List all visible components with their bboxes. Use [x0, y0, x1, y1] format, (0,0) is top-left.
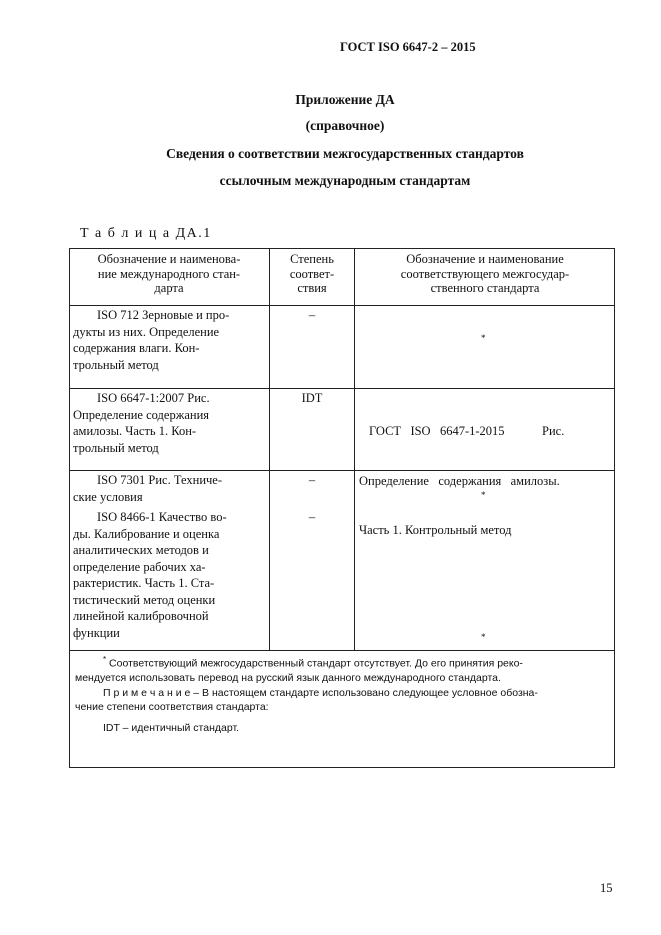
degree-value: IDT — [301, 391, 323, 405]
absent-standard-mark: * — [481, 333, 486, 343]
table-da1 — [69, 248, 615, 768]
table-row: ISO 7301 Рис. Техниче- ские условия — [73, 473, 222, 504]
note: П р и м е ч а н и е – В настоящем стандарте использовано следующее условное обозна- чение степени соответствия стандарта: — [75, 687, 538, 713]
degree-value: – — [308, 308, 316, 322]
heading-line-2: ссылочным международным стандартам — [219, 173, 471, 188]
degree-value: – — [308, 510, 316, 524]
degree-value: – — [308, 473, 316, 487]
page-number: 15 — [600, 881, 613, 895]
idt-definition: IDT – идентичный стандарт. — [103, 722, 240, 734]
header-national: Обозначение и наименование соответствующего межгосудар- ственного стандарта — [400, 252, 570, 295]
header-international: Обозначение и наименова- ние международного стан- дарта — [97, 252, 241, 295]
absent-standard-mark: * — [481, 490, 486, 500]
absent-standard-mark: * — [481, 632, 486, 642]
table-row: ISO 8466-1 Качество во- ды. Калибрование и оценка аналитических методов и определение рабочих ха- рактеристик. Часть 1. Ста- тистический метод оценки линейной калибровочной функции — [73, 510, 227, 640]
table-caption: Т а б л и ц а ДА.1 — [80, 226, 212, 241]
table-row: ISO 712 Зерновые и про- дукты из них. Определение содержания влаги. Кон- трольный метод — [73, 308, 230, 372]
heading-line-1: Сведения о соответствии межгосударственных стандартов — [166, 146, 524, 161]
national-standard: ГОСТ ISO 6647-1-2015 Рис. Определение содержания амилозы. Часть 1. Контрольный метод — [359, 424, 565, 537]
appendix-title: Приложение ДА — [295, 92, 395, 107]
document-code: ГОСТ ISO 6647-2 – 2015 — [340, 40, 476, 54]
footnote-star: * Соответствующий межгосударственный стандарт отсутствует. До его принятия реко- мендуется использовать перевод на русский язык данного международного стандарта. — [75, 655, 523, 684]
table-row: ISO 6647-1:2007 Рис. Определение содержания амилозы. Часть 1. Кон- трольный метод — [73, 391, 210, 455]
appendix-type: (справочное) — [305, 118, 385, 133]
header-degree: Степень соответ- ствия — [289, 252, 335, 295]
